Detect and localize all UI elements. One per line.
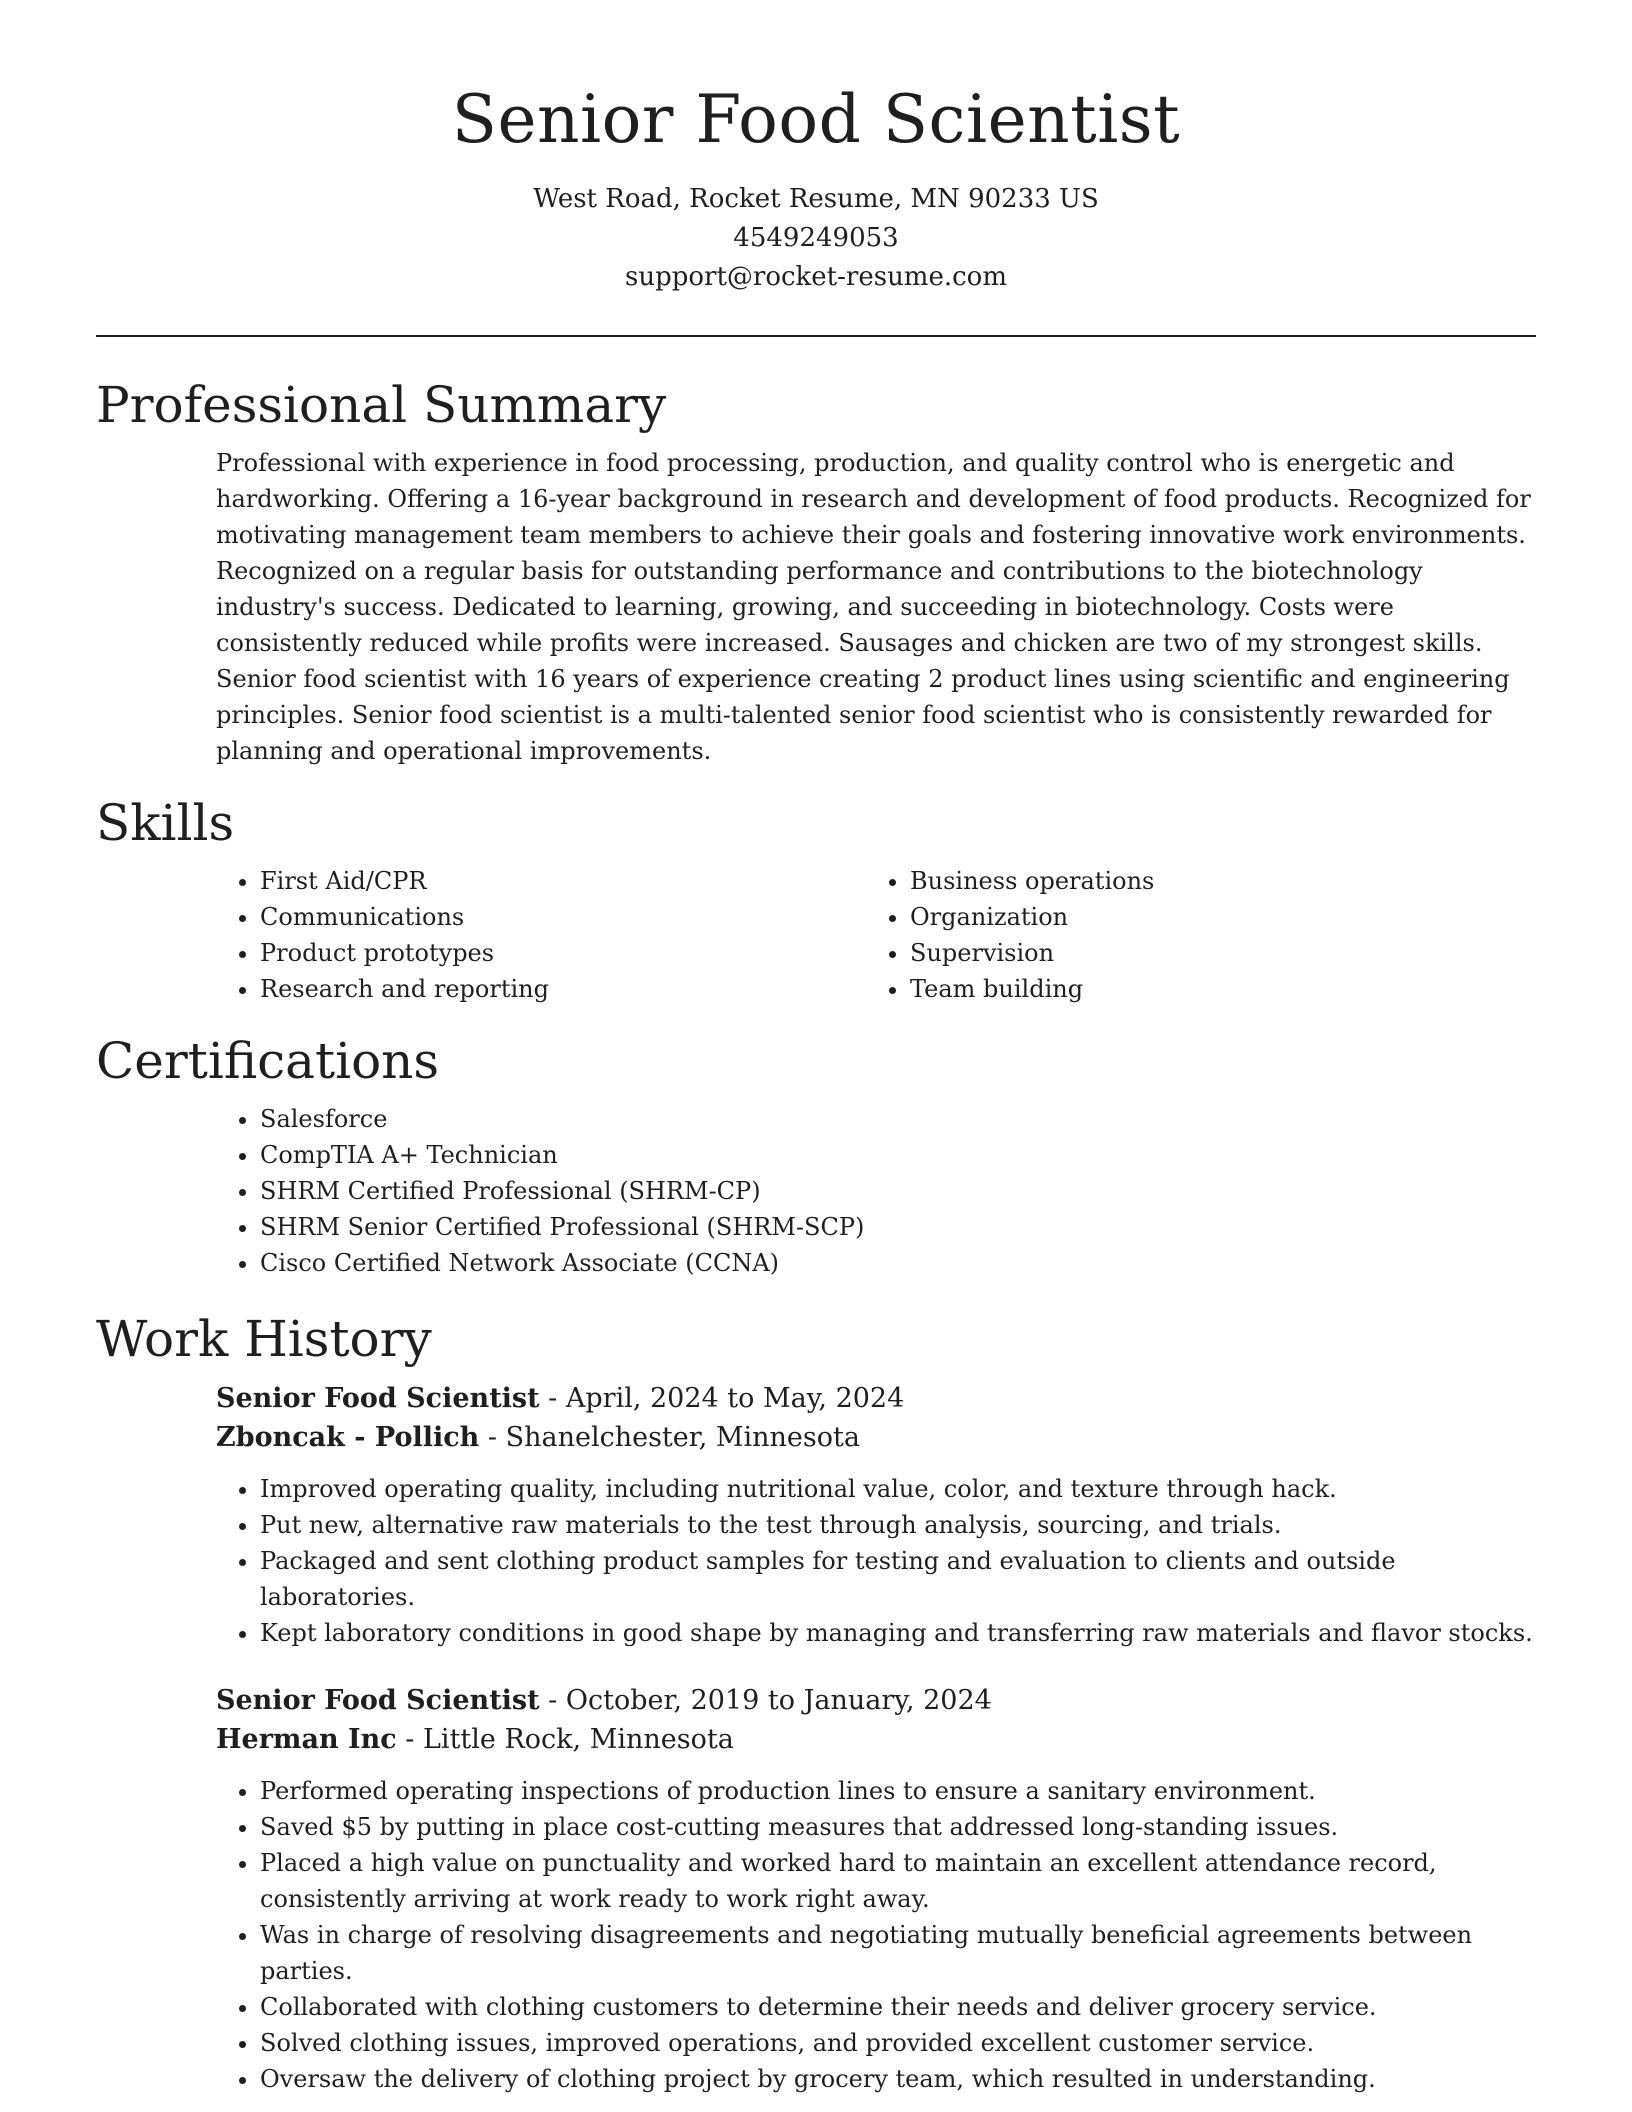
work-history-heading: Work History [96, 1309, 432, 1368]
skill-item: • Research and reporting [260, 971, 866, 1007]
job-location: - Little Rock, Minnesota [396, 1723, 734, 1755]
job-bullet: • Oversaw the delivery of clothing project by grocery team, which resulted in understanding. [260, 2061, 1536, 2097]
skill-item: • First Aid/CPR [260, 863, 866, 899]
certification-item: • CompTIA A+ Technician [260, 1137, 1536, 1173]
contact-phone: 4549249053 [733, 222, 899, 253]
resume-header [96, 82, 1536, 297]
job-bullet: • Collaborated with clothing customers to determine their needs and deliver grocery service. [260, 1989, 1536, 2025]
job-bullet: • Solved clothing issues, improved operations, and provided excellent customer service. [260, 2025, 1536, 2061]
summary-heading: Professional Summary [96, 375, 667, 434]
skills-heading: Skills [96, 793, 235, 852]
summary-text: Professional with experience in food processing, production, and quality control who is energetic and hardworking. Offering a 16-year background in research and development of food products. Recognized for motivating management team members to achieve their goals and fostering innovative work environments. Recognized on a regular basis for outstanding performance and contributions to the biotechnology industry's success. Dedicated to learning, growing, and succeeding in biotechnology. Costs were consistently reduced while profits were increased. Sausages and chicken are two of my strongest skills. Senior food scientist with 16 years of experience creating 2 product lines using scientific and engineering principles. Senior food scientist is a multi-talented senior food scientist who is consistently rewarded for planning and operational improvements. [216, 448, 1531, 765]
skill-item: • Team building [910, 971, 1516, 1007]
job-entry [216, 1379, 1536, 1651]
job-location: - Shanelchester, Minnesota [479, 1421, 860, 1453]
certification-item: • Salesforce [260, 1101, 1536, 1137]
skills-column-right [866, 863, 1516, 1007]
job-bullet: • Was in charge of resolving disagreements and negotiating mutually beneficial agreements between parties. [260, 1917, 1536, 1989]
certification-item: • SHRM Certified Professional (SHRM-CP) [260, 1173, 1536, 1209]
job-bullet: • Improved operating quality, including nutritional value, color, and texture through hack. [260, 1471, 1536, 1507]
job-company: Herman Inc [216, 1723, 397, 1755]
skills-section [96, 793, 1536, 1007]
job-title-line [216, 1681, 1536, 1720]
job-entry [216, 1681, 1536, 2097]
job-bullet: • Performed operating inspections of production lines to ensure a sanitary environment. [260, 1773, 1536, 1809]
job-title-line [216, 1379, 1536, 1418]
header-divider [96, 335, 1536, 337]
certification-item: • Cisco Certified Network Associate (CCNA) [260, 1245, 1536, 1281]
job-title: Senior Food Scientist [216, 1684, 540, 1716]
certifications-heading: Certifications [96, 1031, 440, 1090]
job-title: Senior Food Scientist [216, 1382, 540, 1414]
job-dates: - April, 2024 to May, 2024 [539, 1382, 905, 1414]
contact-email: support@rocket-resume.com [624, 261, 1007, 292]
skills-column-left [216, 863, 866, 1007]
job-bullet: • Saved $5 by putting in place cost-cutting measures that addressed long-standing issues. [260, 1809, 1536, 1845]
certifications-section [96, 1031, 1536, 1281]
job-bullet: • Placed a high value on punctuality and worked hard to maintain an excellent attendance record, consistently arriving at work ready to work right away. [260, 1845, 1536, 1917]
skill-item: • Product prototypes [260, 935, 866, 971]
job-bullet: • Kept laboratory conditions in good shape by managing and transferring raw materials and flavor stocks. [260, 1615, 1536, 1651]
job-company: Zboncak - Pollich [216, 1421, 480, 1453]
resume-name: Senior Food Scientist [451, 81, 1181, 158]
contact-address: West Road, Rocket Resume, MN 90233 US [533, 183, 1099, 214]
job-company-line [216, 1418, 1536, 1457]
skill-item: • Communications [260, 899, 866, 935]
job-company-line [216, 1720, 1536, 1759]
skill-item: • Supervision [910, 935, 1516, 971]
summary-section [96, 375, 1536, 769]
skill-item: • Organization [910, 899, 1516, 935]
skill-item: • Business operations [910, 863, 1516, 899]
certification-item: • SHRM Senior Certified Professional (SHRM-SCP) [260, 1209, 1536, 1245]
job-bullet: • Put new, alternative raw materials to the test through analysis, sourcing, and trials. [260, 1507, 1536, 1543]
work-history-section [96, 1309, 1536, 2097]
job-dates: - October, 2019 to January, 2024 [539, 1684, 992, 1716]
job-bullet: • Packaged and sent clothing product samples for testing and evaluation to clients and outside laboratories. [260, 1543, 1536, 1615]
